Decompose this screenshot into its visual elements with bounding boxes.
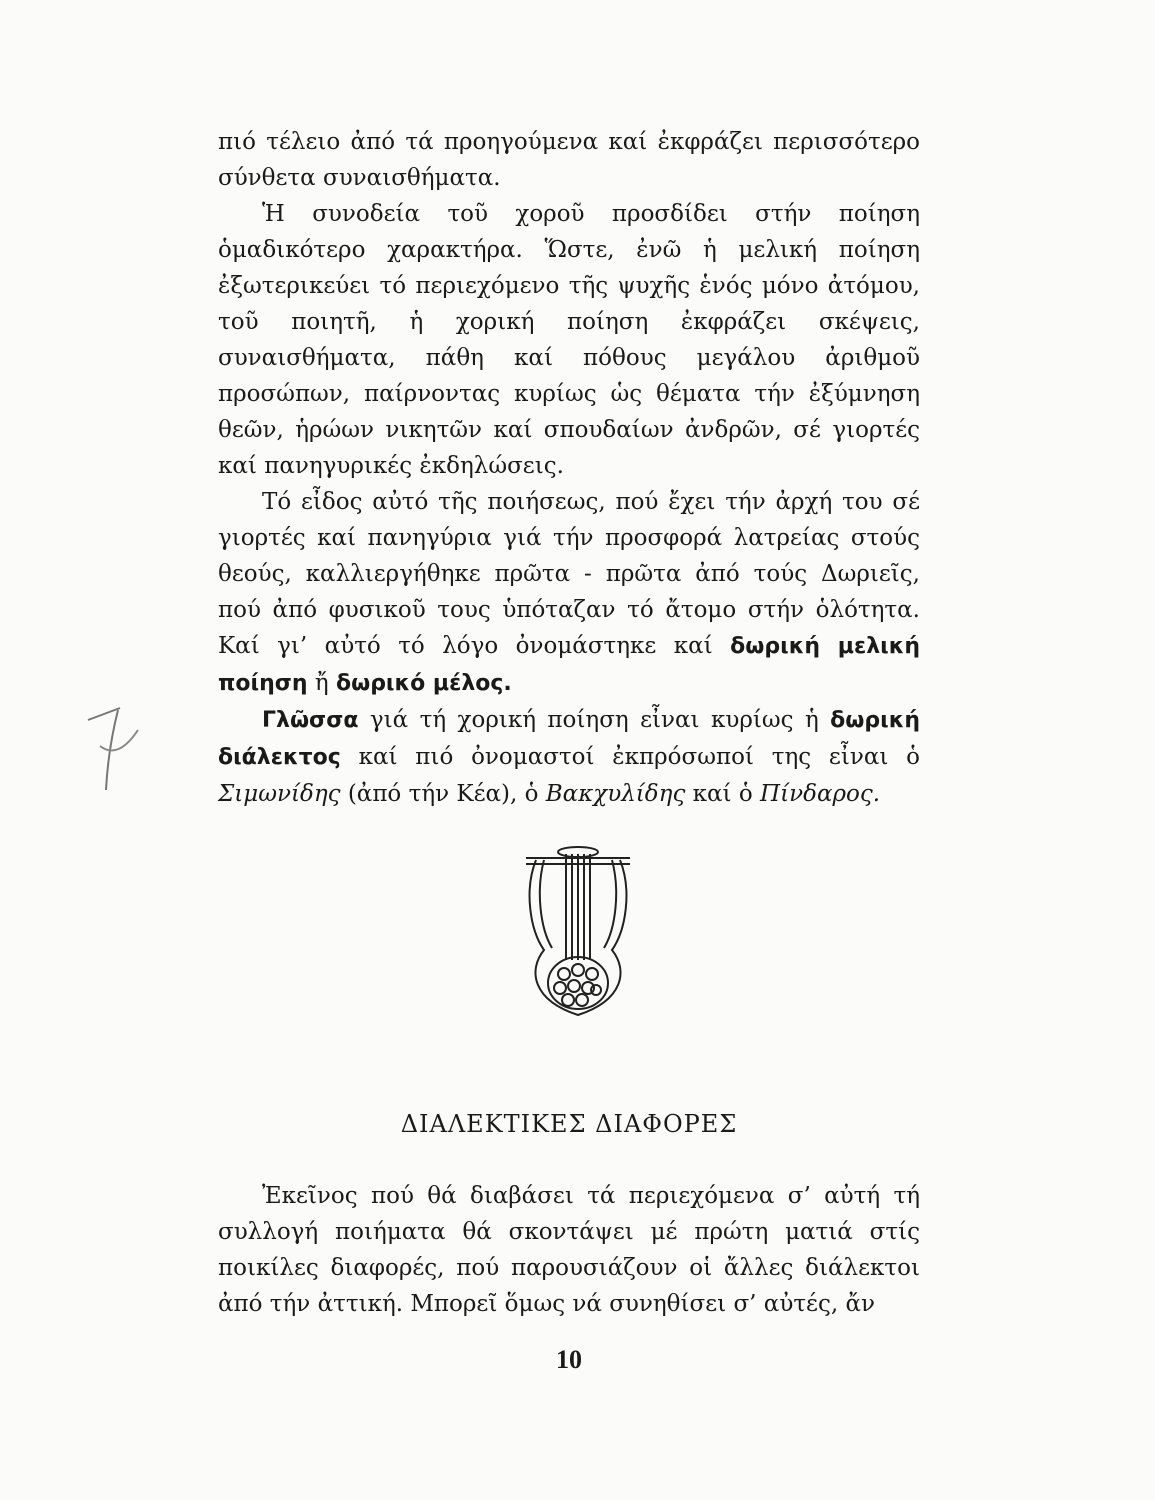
page-number: 10	[556, 1345, 582, 1374]
paragraph-continuation: πιό τέλειο ἀπό τά προηγούμενα καί ἐκφράζει περισσότερο σύνθετα συναισθήματα.	[218, 129, 920, 191]
paragraph-text: (ἀπό τήν Κέα), ὁ	[347, 781, 539, 807]
paragraph-text: γιά τή χορική ποίηση εἶναι κυρίως ἡ	[369, 707, 819, 733]
bold-term: δωρικό μέλος.	[335, 671, 512, 696]
conjunction: ἤ	[314, 670, 329, 696]
text-block-top	[218, 124, 920, 812]
lyre-illustration	[518, 840, 638, 1040]
bold-term: δωρική διάλεκτος	[218, 708, 921, 770]
bold-term: δωρική μελική ποίηση	[218, 634, 920, 696]
paragraph-text: καί πιό ὀνομαστοί ἐκπρόσωποί της εἶναι ὁ	[358, 744, 921, 770]
paragraph-doric-origin	[218, 484, 920, 702]
poet-name: Σιμωνίδης	[218, 781, 341, 807]
paragraph-text: Τό εἶδος αὐτό τῆς ποιήσεως, πού ἔχει τήν ἀρχή του σέ γιορτές καί πανηγύρια γιά τήν προσφορά λατρείας στούς θεούς, καλλιεργήθηκε πρῶτα - πρῶτα ἀπό τούς Δωριεῖς, πού ἀπό φυσικοῦ τους ὑπόταζαν τό ἄτομο στήν ὁλότητα. Καί γι’ αὐτό τό λόγο ὀνομάστηκε καί	[218, 489, 920, 659]
text-block-bottom	[218, 1178, 920, 1322]
paragraph-chorus: Ἡ συνοδεία τοῦ χοροῦ προσδίδει στήν ποίηση ὁμαδικότερο χαρακτήρα. Ὥστε, ἐνῶ ἡ μελική ποίηση ἐξωτερικεύει τό περιεχόμενο τῆς ψυχῆς ἑνός μόνο ἀτόμου, τοῦ ποιητῆ, ἡ χορική ποίηση ἐκφράζει σκέψεις, συναισθήματα, πάθη καί πόθους μεγάλου ἀριθμοῦ προσώπων, παίρνοντας κυρίως ὡς θέματα τήν ἐξύμνηση θεῶν, ἡρώων νικητῶν καί σπουδαίων ἀνδρῶν, σέ γιορτές καί πανηγυρικές ἐκδηλώσεις.	[218, 201, 920, 479]
paragraph-text: καί ὁ	[692, 781, 753, 807]
poet-name: Πίνδαρος.	[760, 781, 881, 807]
section-heading: ΔΙΑΛΕΚΤΙΚΕΣ ΔΙΑΦΟΡΕΣ	[400, 1110, 738, 1138]
handwritten-margin-mark	[78, 690, 158, 800]
poet-name: Βακχυλίδης	[545, 781, 686, 807]
paragraph-dialects: Ἐκεῖνος πού θά διαβάσει τά περιεχόμενα σ’ αὐτή τή συλλογή ποιήματα θά σκοντάψει μέ πρώτη ματιά στίς ποικίλες διαφορές, πού παρουσιάζουν οἱ ἄλλες διάλεκτοι ἀπό τήν ἀττική. Μπορεῖ ὅμως νά συνηθίσει σ’ αὐτές, ἄν	[218, 1183, 920, 1317]
paragraph-language	[218, 702, 920, 812]
bold-term: Γλῶσσα	[262, 708, 359, 733]
